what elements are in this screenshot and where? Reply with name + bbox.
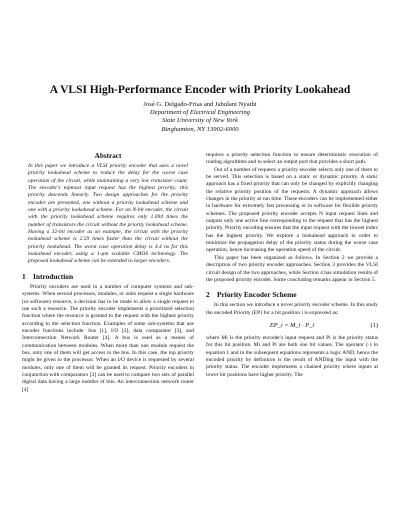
- equation-number: (1): [370, 321, 378, 329]
- scheme-paragraph-1: In this section we introduce a novel priority encoder scheme. In this study the encoded Priority (EP) for a bit position i is expressed as:: [206, 302, 378, 316]
- section-number: 1: [22, 271, 26, 281]
- author-city: Binghamton, NY 13902-6000: [161, 125, 239, 133]
- left-column: [22, 152, 194, 394]
- section-number: 2: [206, 290, 210, 300]
- author-department: Department of Electrical Engineering: [149, 109, 251, 117]
- intro-paragraph-3: This paper has been organized as follows. In Section 2 we provide a description of two priority encoder approaches. Section 3 provides the VLSI circuit design of the two approaches, while Section 4 has simulation results of the proposed priority encoder. Some concluding remarks appear in Section 5.: [206, 254, 378, 283]
- equation-expression: EP_i = M_i · P_i: [269, 321, 315, 329]
- section-heading-priority-encoder-scheme: [206, 290, 378, 299]
- author-names: José G. Delgado-Frias and Jabulani Nyathi: [143, 101, 257, 108]
- intro-paragraph-1-continued: requires a priority selection function to ensure deterministic execution of routing algorithms and to select an output port that provides a short path.: [206, 152, 378, 166]
- equation-1: [206, 319, 378, 333]
- section-heading-introduction: [22, 272, 194, 281]
- section-title: Priority Encoder Scheme: [217, 290, 297, 300]
- author-block: [60, 101, 340, 134]
- paper-title: A VLSI High-Performance Encoder with Priority Lookahead: [49, 84, 351, 96]
- right-column: [206, 152, 378, 379]
- abstract-text: In this paper we introduce a VLSI priority encoder that uses a novel priority lookahead scheme to reduce the delay for the worse case operation of the circuit, while maintaining a very low transistor count. The encoder's topmost input request has the highest priority; this priority descends linearly. Two design approaches for the priority encoder are presented, one without a priority lookahead scheme and one with a priority lookahead scheme. For an N-bit encoder, the circuit with the priority lookahead scheme requires only 1.094 times the number of transistors the circuit without the priority lookahead scheme. Having a 32-bit encoder as an example, the circuit with the priority lookahead scheme is 2.59 times faster than the circuit without the priority lookahead. The worst case operation delay is 4.4 ns for this lookahead encoder, using a 1-μm scalable CMOS technology. The proposed lookahead scheme can be extended to larger encoders.: [28, 163, 188, 265]
- section-title: Introduction: [33, 271, 74, 281]
- abstract-heading: Abstract: [94, 152, 122, 160]
- intro-paragraph-2: Out of a number of requests a priority encoder selects only one of them to be served. This selection is based on a static or dynamic priority. A static approach has a fixed priority that can only be changed by explicitly changing the relative priority position of the requests. A dynamic approach allows changes in the priority at run time. These encoders can be implemented either in hardware for extremely fast processing or in software for flexible priority schemes. The proposed priority encoder accepts N input request lines and outputs only one active line corresponding to the request that has the highest priority. Priority encoding ensures that the input request with the lowest index has the highest priority. We explore a lookahead approach in order to minimize the propagation delay of the priority status during the worse case operation, hence increasing the operation speed of the circuit.: [206, 166, 378, 254]
- scheme-paragraph-2: where Mi is the priority encoder's input request and Pi is the priority status for this bit position. Mi and Pi are both one bit values. The operator (·) in equation 1 and in the subsequent equations represents a logic AND, hence the encoded priority by definition is the result of ANDing the input with the priority status. The encoder implements a chained priority where inputs at lower bit positions have higher priority. The: [206, 334, 378, 378]
- intro-paragraph-1: Priority encoders are used in a number of computer systems and sub-systems. When several processes, modules, or units request a single hardware (or software) resource, a decision has to be made to allow a single request to use such a resource. The priority encoder implements a prioritized selection function where the resource is granted to the request with the highest priority according to the selection function. Examples of some sub-systems that use encoder functions include: bus [1], I/O [2], data comparator [3], and Interconnection Network Router [4]. A bus is used as a means of communication between modules. When more than one module request the bus, only one of them will get access to the bus. In this case, the top priority might be given to the processor. When an I/O device is requested by several modules, only one of them will be granted its request. Priority encoders in conjunction with comparators [3] can be used to compare two sets of parallel digital data having a large number of bits. An interconnection network router [4]: [22, 283, 194, 393]
- author-university: State University of New York: [162, 117, 238, 125]
